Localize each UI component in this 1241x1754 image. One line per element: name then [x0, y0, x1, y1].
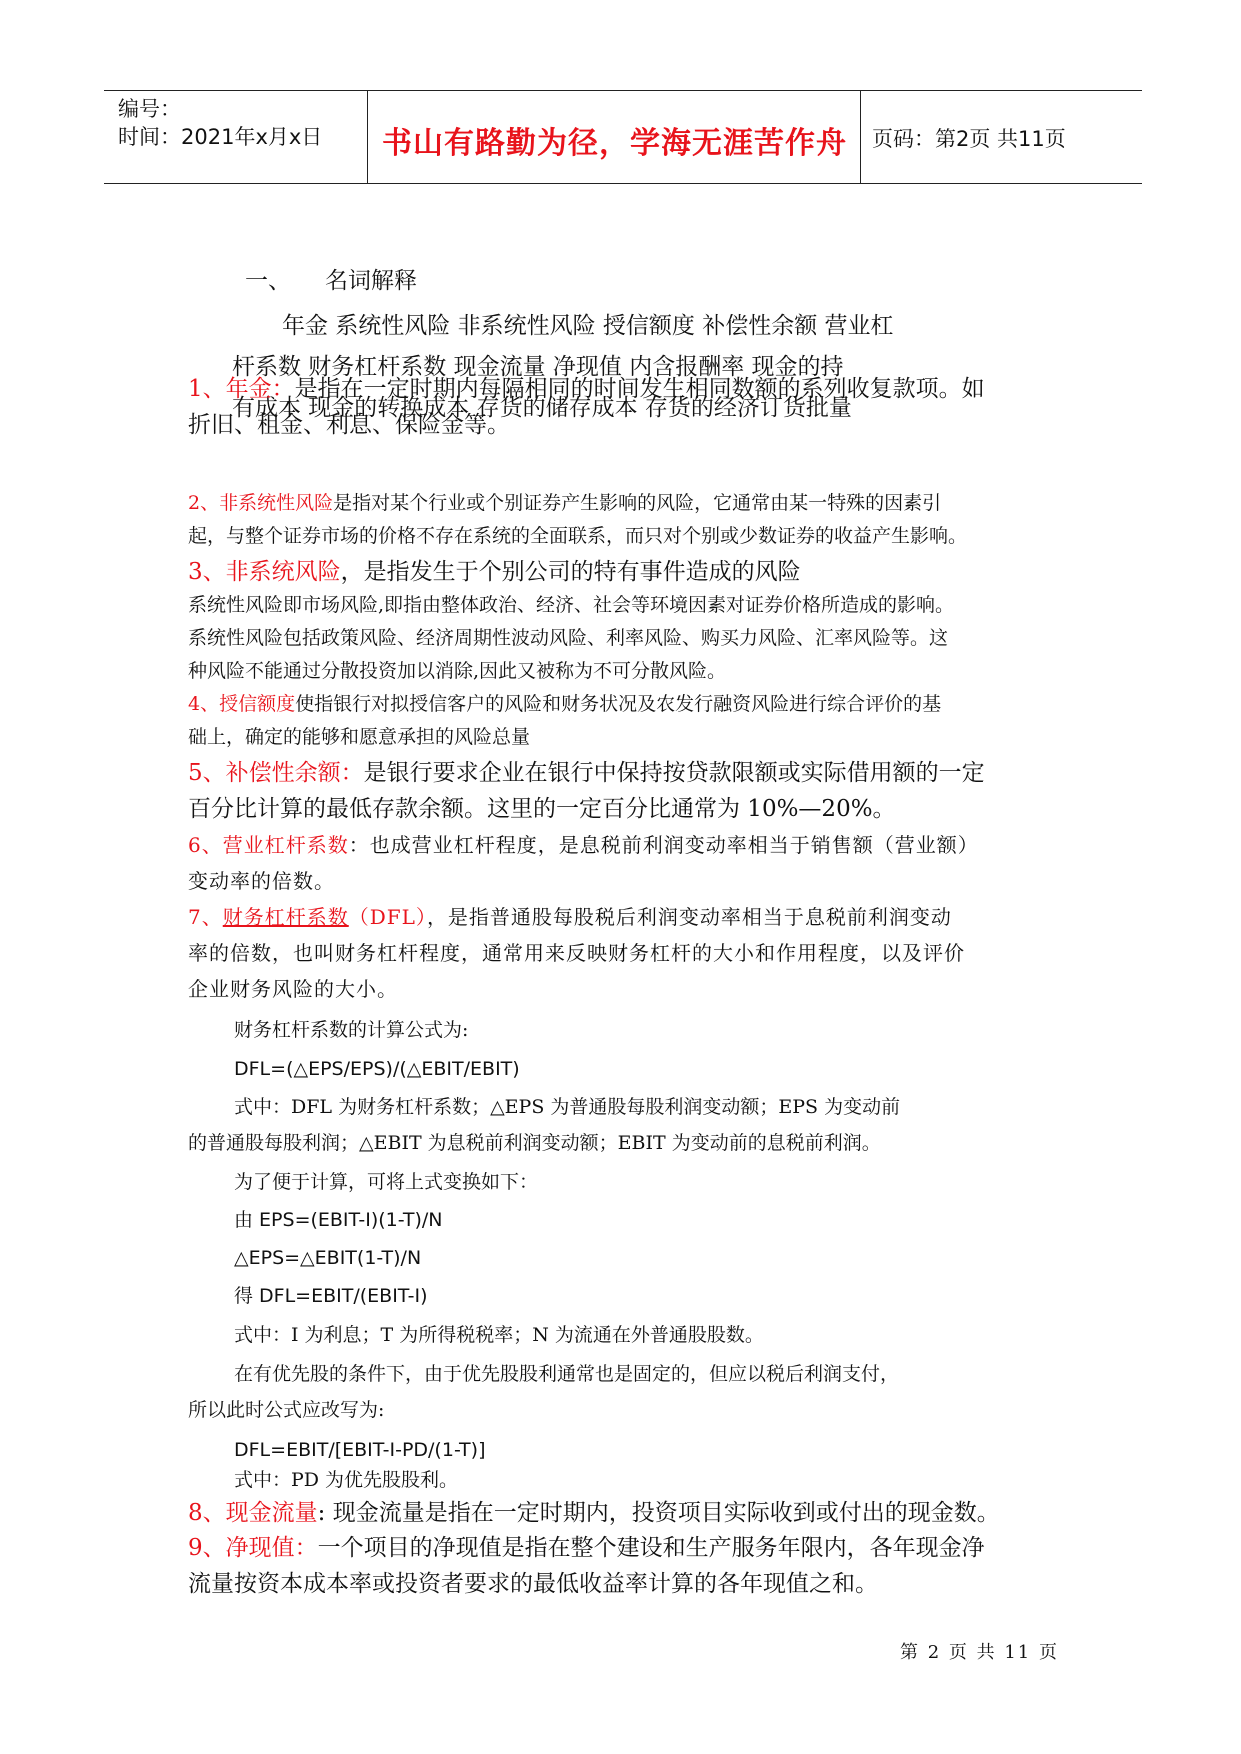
- section-number: 一、: [245, 268, 291, 294]
- term-compensating-balance: 补偿性余额：: [225, 760, 364, 786]
- page-footer: 第 2 页 共 11 页: [900, 1642, 1059, 1663]
- formula-eps: 由 EPS=(EBIT-I)(1-T)/N: [234, 1209, 443, 1231]
- formula-convert: 为了便于计算，可将上式变换如下：: [234, 1171, 539, 1193]
- term-financial-leverage: 财务杠杆系数: [222, 905, 349, 929]
- term-row: 年金 系统性风险 非系统性风险 授信额度 补偿性余额 营业杠: [282, 313, 894, 339]
- header-meta: [118, 95, 322, 151]
- header-motto: 书山有路勤为径，学海无涯苦作舟: [382, 126, 847, 161]
- item-1: 1、年金：是指在一定时期内每隔相同的时间发生相同数额的系列收复款项。如 折旧、租金、利息、保险金等。: [188, 376, 985, 438]
- header-divider: [367, 91, 368, 183]
- term-npv: 净现值：: [225, 1535, 318, 1561]
- term-unsystematic-risk: 非系统性风险: [219, 492, 334, 514]
- formula-explanation-2: 式中：I 为利息；T 为所得税税率；N 为流通在外普通股股数。: [234, 1324, 764, 1346]
- formula-delta-eps: △EPS=△EBIT(1-T)/N: [234, 1247, 422, 1269]
- item-6: 6、营业杠杆系数：也成营业杠杆程度，是息税前利润变动率相当于销售额（营业额） 变动率的倍数。: [188, 833, 979, 893]
- section-heading: [245, 262, 417, 295]
- item-9: 9、净现值：一个项目的净现值是指在整个建设和生产服务年限内，各年现金净 流量按资本成本率或投资者要求的最低收益率计算的各年现值之和。: [188, 1535, 985, 1597]
- term-annuity: 年金：: [225, 376, 295, 402]
- term-cash-flow: 现金流量: [225, 1500, 318, 1526]
- term-credit-line: 授信额度: [219, 693, 296, 715]
- header-page-label: 页码：第2页 共11页: [872, 127, 1066, 151]
- time-label: 时间：2021年x月x日: [118, 125, 323, 149]
- item-8: 8、现金流量: 现金流量是指在一定时期内，投资项目实际收到或付出的现金数。: [188, 1500, 1000, 1526]
- formula-dfl: DFL=(△EPS/EPS)/(△EBIT/EBIT): [234, 1058, 520, 1080]
- item-3: 3、非系统风险，是指发生于个别公司的特有事件造成的风险: [188, 559, 801, 585]
- formula-intro: 财务杠杆系数的计算公式为:: [234, 1019, 469, 1041]
- section-title: 名词解释: [325, 268, 417, 294]
- formula-explanation: 式中：DFL 为财务杠杆系数；△EPS 为普通股每股利润变动额；EPS 为变动前 的普通股每股利润；△EBIT 为息税前利润变动额；EBIT 为变动前的息税前利润。: [188, 1096, 901, 1154]
- formula-explanation-3: 式中：PD 为优先股股利。: [234, 1469, 459, 1491]
- item-5: 5、补偿性余额：是银行要求企业在银行中保持按贷款限额或实际借用额的一定 百分比计算的最低存款余额。这里的一定百分比通常为 10%—20%。: [188, 760, 985, 822]
- term-operating-leverage: 营业杠杆系数: [222, 833, 349, 857]
- header-divider: [860, 91, 861, 183]
- item-2: 2、非系统性风险是指对某个行业或个别证券产生影响的风险，它通常由某一特殊的因素引 起，与整个证券市场的价格不存在系统的全面联系，而只对个别或少数证券的收益产生影响。: [188, 492, 968, 547]
- document-header: [104, 90, 1142, 184]
- item-4: 4、授信额度使指银行对拟授信客户的风险和财务状况及农发行融资风险进行综合评价的基 础上，确定的能够和愿意承担的风险总量: [188, 693, 942, 748]
- formula-dfl-preferred: DFL=EBIT/[EBIT-I-PD/(1-T)]: [234, 1439, 486, 1461]
- term-row: 有成本 现金的转换成本 存货的储存成本 存货的经济订货批量: [232, 395, 852, 421]
- systematic-risk-note: 系统性风险即市场风险,即指由整体政治、经济、社会等环境因素对证券价格所造成的影响。 系统性风险包括政策风险、经济周期性波动风险、利率风险、购买力风险、汇率风险等。这 种风险不能通过分散投资加以消除,因此又被称为不可分散风险。: [188, 594, 955, 682]
- item-7: 7、财务杠杆系数（DFL），是指普通股每股税后利润变动率相当于息税前利润变动 率的倍数，也叫财务杠杆程度，通常用来反映财务杠杆的大小和作用程度，以及评价 企业财务风险的大小。: [188, 905, 965, 1001]
- term-row: 杆系数 财务杠杆系数 现金流量 净现值 内含报酬率 现金的持: [232, 354, 844, 380]
- term-nonsystematic-risk: 非系统风险: [225, 559, 341, 585]
- preferred-stock-note: 在有优先股的条件下，由于优先股股利通常也是固定的，但应以税后利润支付， 所以此时公式应改写为:: [188, 1363, 900, 1421]
- number-label: 编号：: [118, 97, 181, 121]
- formula-dfl-simplified: 得 DFL=EBIT/(EBIT-I): [234, 1285, 428, 1307]
